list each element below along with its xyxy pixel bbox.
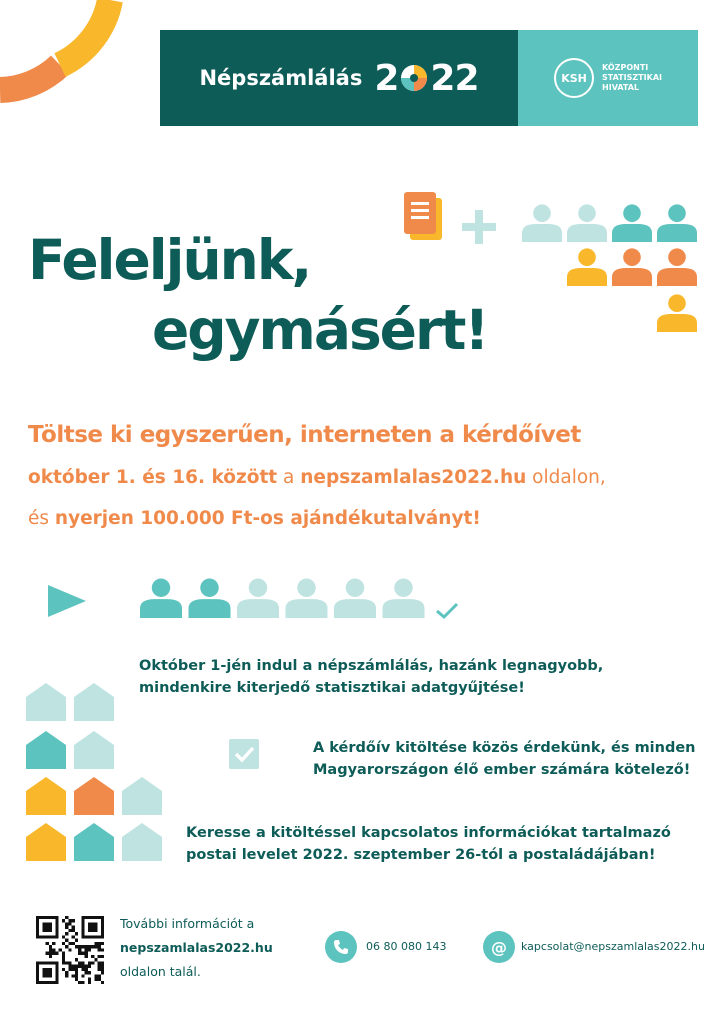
- info-paragraph-mandatory: A kérdőív kitöltése közös érdekünk, és minden Magyarországon élő ember számára kötelező!: [313, 740, 696, 778]
- at-icon: @: [483, 931, 515, 963]
- person-icon: [567, 248, 607, 286]
- cta-text-a: a: [277, 467, 301, 488]
- ksh-name: [602, 63, 662, 93]
- cta-heading: Töltse ki egyszerűen, interneten a kérdőívet: [28, 422, 581, 448]
- ksh-name-line1: KÖZPONTI: [602, 63, 649, 72]
- person-icon: [522, 204, 562, 242]
- person-icon: [612, 248, 652, 286]
- houses-illustration: [26, 683, 166, 863]
- person-icon: [612, 204, 652, 242]
- person-icon: [140, 579, 182, 618]
- phone-glyph-icon: [333, 939, 349, 955]
- person-icon: [383, 579, 425, 618]
- cta-website-link[interactable]: nepszamlalas2022.hu: [300, 467, 527, 488]
- footer-info: [120, 912, 273, 984]
- checkmark-icon: [434, 601, 460, 621]
- cta-prize-text: nyerjen 100.000 Ft-os ajándékutalványt!: [54, 508, 481, 529]
- people-group-icon: [522, 204, 697, 332]
- people-progress-row: [138, 574, 430, 620]
- footer-info-line3: oldalon talál.: [120, 964, 201, 979]
- info-paragraph-start: Október 1-jén indul a népszámlálás, hazánk legnagyobb, mindenkire kiterjedő statisztikai adatgyűjtése!: [139, 658, 604, 696]
- house-icon: [26, 731, 66, 769]
- census-year: [374, 58, 478, 99]
- person-icon: [286, 579, 328, 618]
- cta-text-es: és: [28, 508, 55, 529]
- play-icon: [46, 583, 88, 619]
- footer-website-link[interactable]: nepszamlalas2022.hu: [120, 940, 273, 955]
- cta-text-oldalon: oldalon,: [526, 467, 606, 488]
- pie-zero-icon: [399, 61, 429, 95]
- year-suffix: 22: [430, 57, 479, 99]
- person-icon: [567, 204, 607, 242]
- headline-line2: egymásért!: [152, 298, 488, 362]
- house-icon: [26, 777, 66, 815]
- house-icon: [26, 823, 66, 861]
- checkbox-icon: [228, 738, 260, 770]
- decorative-arc: [0, 0, 130, 110]
- house-icon: [74, 731, 114, 769]
- person-icon: [237, 579, 279, 618]
- house-icon: [122, 777, 162, 815]
- phone-icon: [325, 931, 357, 963]
- census-title: Népszámlálás: [199, 66, 363, 90]
- person-icon: [334, 579, 376, 618]
- cta-date-range: október 1. és 16. között: [28, 467, 278, 488]
- person-icon: [657, 294, 697, 332]
- ksh-logo-icon: KSH: [554, 58, 594, 98]
- cta-prize: [28, 508, 481, 529]
- phone-number[interactable]: 06 80 080 143: [366, 940, 447, 953]
- qr-code[interactable]: [36, 916, 104, 984]
- census-logo: [160, 30, 518, 126]
- house-icon: [122, 823, 162, 861]
- year-prefix: 2: [374, 57, 399, 99]
- headline-line1: Feleljünk,: [28, 228, 311, 292]
- house-icon: [74, 777, 114, 815]
- ksh-logo-block: [518, 30, 698, 126]
- header-banner: [160, 30, 698, 126]
- ksh-name-line3: HIVATAL: [602, 83, 640, 92]
- house-icon: [74, 683, 114, 721]
- person-icon: [657, 248, 697, 286]
- plus-icon: [462, 210, 496, 244]
- person-icon: [189, 579, 231, 618]
- house-icon: [26, 683, 66, 721]
- person-icon: [657, 204, 697, 242]
- ksh-name-line2: STATISZTIKAI: [602, 73, 662, 82]
- cta-dates: [28, 467, 606, 488]
- email-address[interactable]: kapcsolat@nepszamlalas2022.hu: [521, 940, 705, 953]
- info-paragraph-letter: Keresse a kitöltéssel kapcsolatos információkat tartalmazó postai levelet 2022. szeptember 26-tól a postaládájában!: [186, 825, 671, 863]
- house-icon: [74, 823, 114, 861]
- footer-info-line1: További információt a: [120, 916, 255, 931]
- document-icon: [404, 192, 442, 240]
